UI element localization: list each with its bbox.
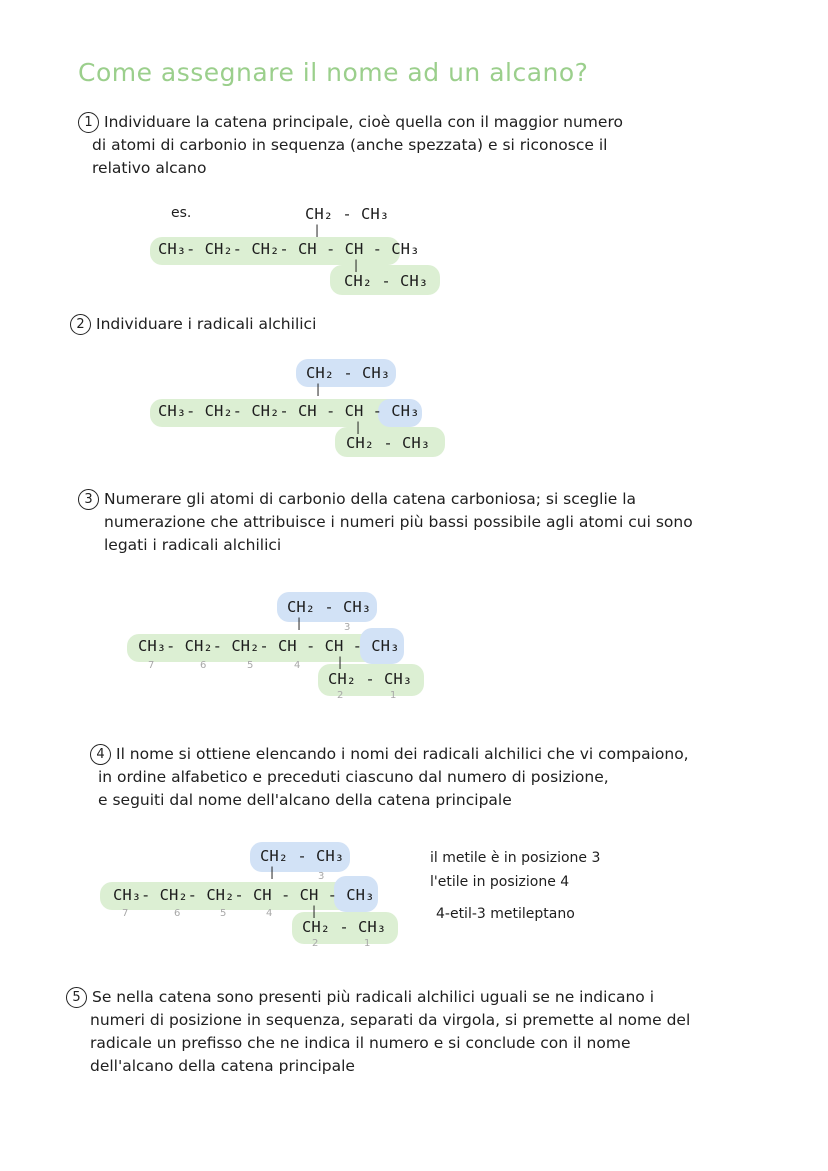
radical-bottom: CH₂ - CH₃: [346, 434, 430, 452]
radical-bottom: CH₂ - CH₃: [328, 670, 412, 688]
carbon-number: 6: [174, 908, 181, 919]
step-number: 2: [70, 314, 91, 335]
step-3: [78, 488, 693, 557]
carbon-number: 4: [294, 660, 301, 671]
step-text: numeri di posizione in sequenza, separati da virgola, si premette al nome del: [90, 1011, 691, 1029]
carbon-number: 5: [247, 660, 254, 671]
radical-bottom: CH₂ - CH₃: [302, 918, 386, 936]
es-label: es.: [171, 205, 192, 221]
main-chain: CH₃- CH₂- CH₂- CH - CH - CH₃: [138, 637, 400, 655]
carbon-number: 3: [318, 871, 325, 882]
step-5: [66, 986, 690, 1078]
carbon-number: 5: [220, 908, 227, 919]
radical-top: CH₂ - CH₃: [260, 847, 344, 865]
carbon-number: 4: [266, 908, 273, 919]
step-text: in ordine alfabetico e preceduti ciascuno dal numero di posizione,: [98, 768, 609, 786]
main-chain: CH₃- CH₂- CH₂- CH - CH - CH₃: [158, 402, 420, 420]
step-1: [78, 111, 623, 180]
main-chain: CH₃- CH₂- CH₂- CH - CH - CH₃: [113, 886, 375, 904]
carbon-number: 2: [337, 690, 344, 701]
step-2: [70, 313, 316, 336]
radical-bottom: CH₂ - CH₃: [344, 272, 428, 290]
step-4: [90, 743, 689, 812]
carbon-number: 1: [364, 938, 371, 949]
carbon-number: 3: [344, 622, 351, 633]
step-text: Se nella catena sono presenti più radicali alchilici uguali se ne indicano i: [92, 988, 655, 1006]
carbon-number: 7: [148, 660, 155, 671]
bond: |: [338, 655, 343, 669]
bond: |: [312, 904, 317, 918]
bond: |: [315, 223, 320, 237]
step-text: dell'alcano della catena principale: [90, 1057, 355, 1075]
main-chain: CH₃- CH₂- CH₂- CH - CH - CH₃: [158, 240, 420, 258]
carbon-number: 2: [312, 938, 319, 949]
step-text: radicale un prefisso che ne indica il numero e si conclude con il nome: [90, 1034, 631, 1052]
page-title: Come assegnare il nome ad un alcano?: [78, 58, 589, 87]
bond: |: [354, 258, 359, 272]
step-text: Il nome si ottiene elencando i nomi dei radicali alchilici che vi compaiono,: [116, 745, 689, 763]
bond: |: [356, 420, 361, 434]
radical-top: CH₂ - CH₃: [305, 205, 389, 223]
step-number: 5: [66, 987, 87, 1008]
radical-top: CH₂ - CH₃: [306, 364, 390, 382]
carbon-number: 7: [122, 908, 129, 919]
bond: |: [316, 382, 321, 396]
note-metile: il metile è in posizione 3: [430, 850, 601, 866]
carbon-number: 6: [200, 660, 207, 671]
bond: |: [297, 616, 302, 630]
carbon-number: 1: [390, 690, 397, 701]
bond: |: [270, 865, 275, 879]
note-etile: l'etile in posizione 4: [430, 874, 570, 890]
step-number: 3: [78, 489, 99, 510]
step-number: 1: [78, 112, 99, 133]
step-text: Individuare i radicali alchilici: [96, 315, 317, 333]
step-text: e seguiti dal nome dell'alcano della catena principale: [98, 791, 512, 809]
step-text: relativo alcano: [92, 159, 207, 177]
note-result-name: 4-etil-3 metileptano: [436, 906, 575, 922]
step-text: numerazione che attribuisce i numeri più bassi possibile agli atomi cui sono: [104, 513, 693, 531]
step-text: di atomi di carbonio in sequenza (anche spezzata) e si riconosce il: [92, 136, 608, 154]
step-text: Numerare gli atomi di carbonio della catena carboniosa; si sceglie la: [104, 490, 637, 508]
step-text: Individuare la catena principale, cioè quella con il maggior numero: [104, 113, 623, 131]
step-text: legati i radicali alchilici: [104, 536, 282, 554]
radical-top: CH₂ - CH₃: [287, 598, 371, 616]
step-number: 4: [90, 744, 111, 765]
